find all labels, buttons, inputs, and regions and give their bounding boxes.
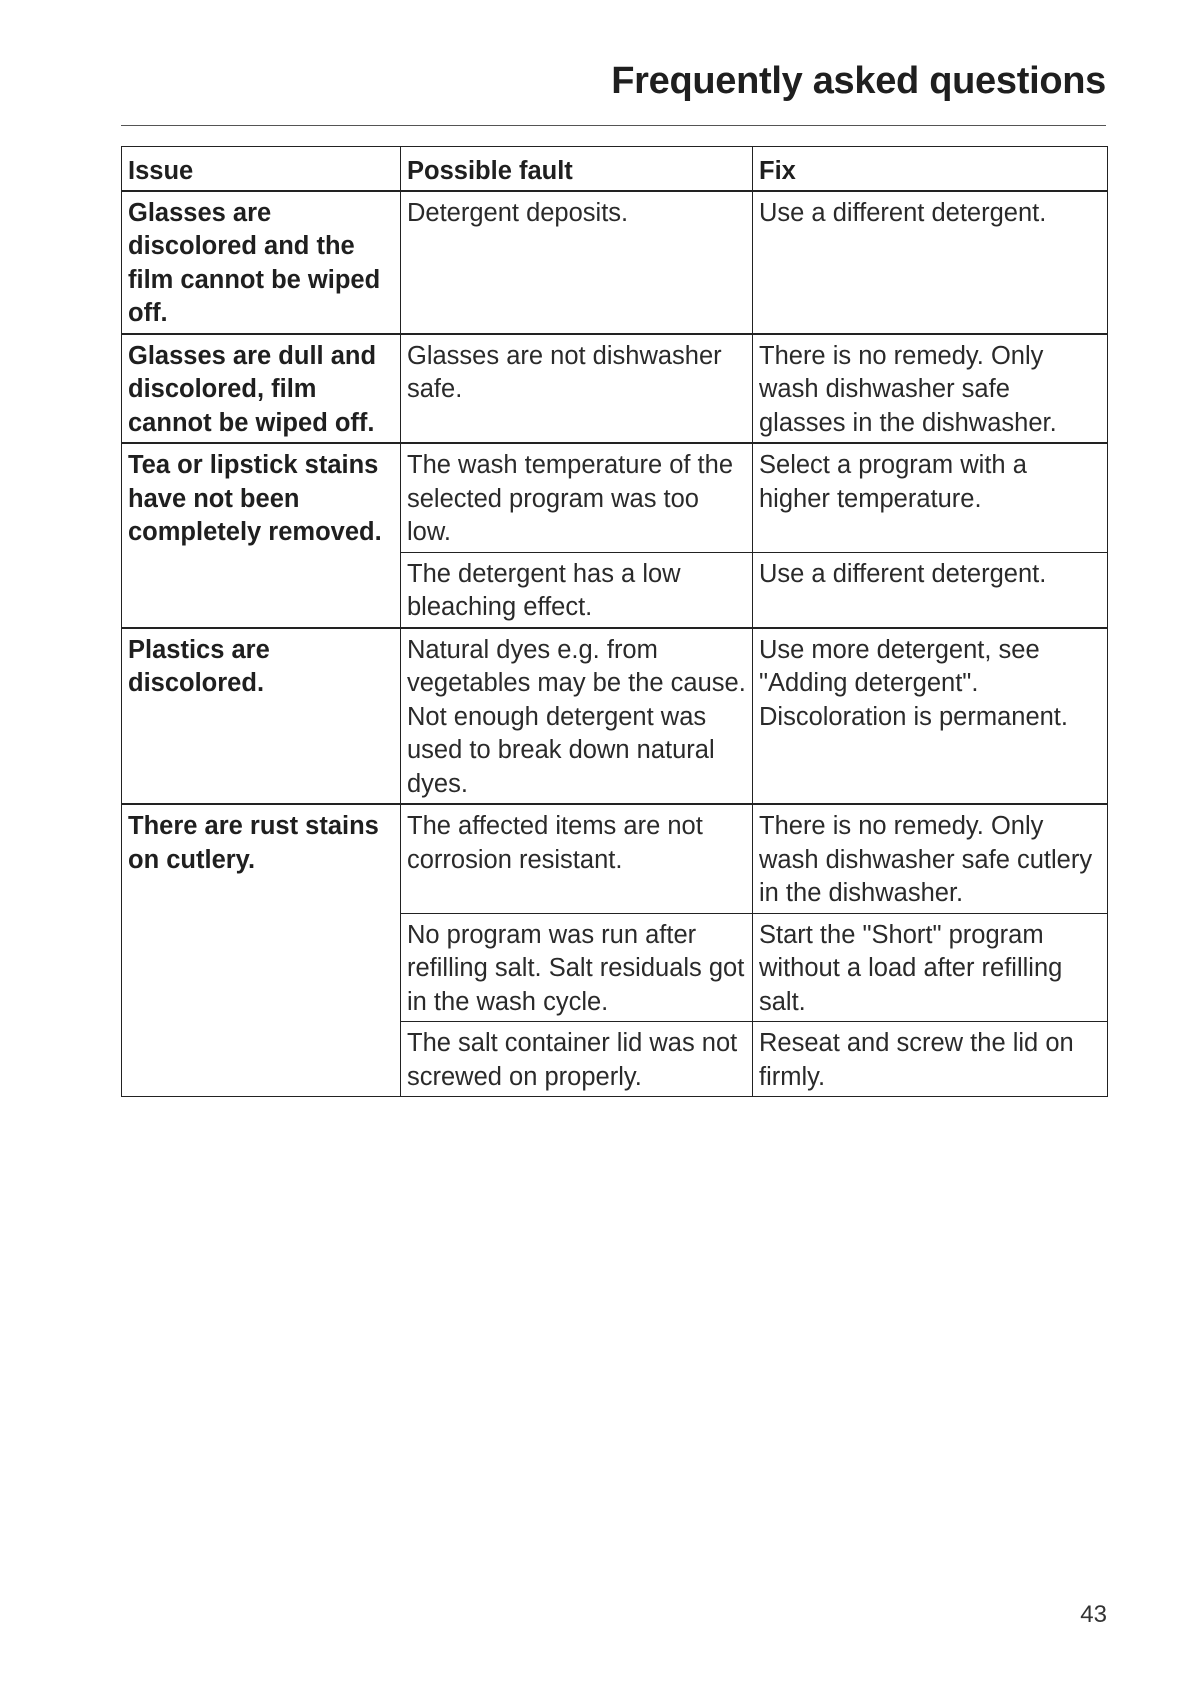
fix-cell: Use a different detergent. bbox=[753, 191, 1108, 334]
issue-cell: Tea or lipstick stains have not been completely removed. bbox=[122, 443, 401, 628]
table-row bbox=[122, 628, 1108, 805]
fix-cell: Select a program with a higher temperature. bbox=[753, 443, 1108, 552]
fix-cell: Use a different detergent. bbox=[753, 552, 1108, 628]
fix-cell: Use more detergent, see "Adding detergent". Discoloration is permanent. bbox=[753, 628, 1108, 805]
issue-cell: There are rust stains on cutlery. bbox=[122, 804, 401, 1097]
fault-cell: The detergent has a low bleaching effect. bbox=[401, 552, 753, 628]
fault-cell: Glasses are not dishwasher safe. bbox=[401, 334, 753, 444]
header-fix: Fix bbox=[753, 147, 1108, 191]
issue-cell: Glasses are dull and discolored, film cannot be wiped off. bbox=[122, 334, 401, 444]
issue-cell: Plastics are discolored. bbox=[122, 628, 401, 805]
table-row bbox=[122, 191, 1108, 334]
fix-cell: Start the "Short" program without a load after refilling salt. bbox=[753, 913, 1108, 1022]
fix-cell: There is no remedy. Only wash dishwasher safe cutlery in the dishwasher. bbox=[753, 804, 1108, 913]
table-row bbox=[122, 804, 1108, 913]
table-row bbox=[122, 334, 1108, 444]
header-possible-fault: Possible fault bbox=[401, 147, 753, 191]
issue-cell: Glasses are discolored and the film cannot be wiped off. bbox=[122, 191, 401, 334]
fault-cell: The wash temperature of the selected program was too low. bbox=[401, 443, 753, 552]
table-row bbox=[122, 443, 1108, 552]
header-issue: Issue bbox=[122, 147, 401, 191]
fault-cell: Detergent deposits. bbox=[401, 191, 753, 334]
page-title: Frequently asked questions bbox=[611, 60, 1106, 102]
fault-cell: Natural dyes e.g. from vegetables may be the cause. Not enough detergent was used to break down natural dyes. bbox=[401, 628, 753, 805]
fix-cell: There is no remedy. Only wash dishwasher safe glasses in the dishwasher. bbox=[753, 334, 1108, 444]
page-number: 43 bbox=[1080, 1601, 1107, 1628]
fix-cell: Reseat and screw the lid on firmly. bbox=[753, 1022, 1108, 1097]
fault-cell: The salt container lid was not screwed on properly. bbox=[401, 1022, 753, 1097]
fault-cell: The affected items are not corrosion resistant. bbox=[401, 804, 753, 913]
fault-cell: No program was run after refilling salt. Salt residuals got in the wash cycle. bbox=[401, 913, 753, 1022]
faq-table bbox=[121, 146, 1108, 1097]
title-divider bbox=[121, 125, 1106, 126]
table-header-row bbox=[122, 147, 1108, 191]
